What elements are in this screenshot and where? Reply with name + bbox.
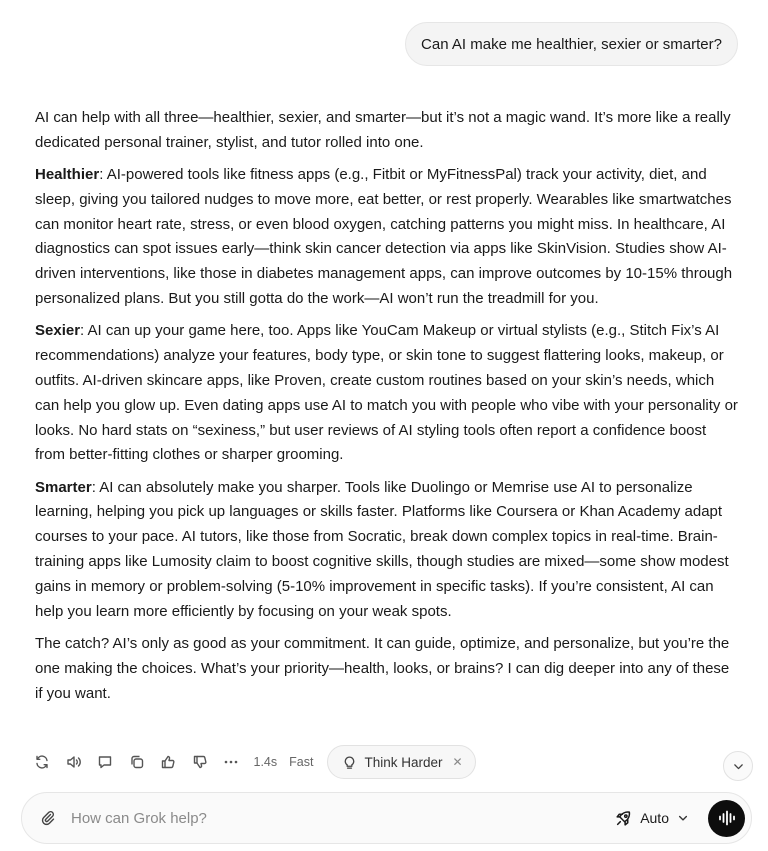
response-action-bar [33,744,476,780]
assistant-response [35,106,740,714]
comment-icon[interactable] [96,753,114,771]
copy-icon[interactable] [128,753,146,771]
thumbs-down-icon[interactable] [191,753,209,771]
response-section-healthier [35,163,740,312]
response-closing: The catch? AI’s only as good as your commitment. It can guide, optimize, and personalize, but you’re the one making the choices. What’s your priority—health, looks, or brains? I can dig deeper into any of these if you want. [35,634,730,702]
think-harder-label: Think Harder [364,754,443,770]
scroll-to-bottom-button[interactable] [723,751,753,781]
composer [21,792,752,844]
speed-label: Fast [289,755,314,769]
section-heading: Sexier [35,322,81,340]
rocket-icon [615,810,632,827]
user-message-bubble [405,22,738,66]
section-text: : AI can up your game here, too. Apps like YouCam Makeup or virtual stylists (e.g., Stitch Fix’s AI recommendations) analyze your features, body type, or skin tone to suggest flattering looks, makeup, or outfits. AI-driven skincare apps, like Proven, create custom routines based on your skin’s needs, which can help you glow up. Even dating apps use AI to match you with people who vibe with your personality or looks. No hard stats on “sexiness,” but user reviews of AI styling tools often report a confidence boost from better-fitting clothes or sharper grooming. [35,322,738,464]
paperclip-icon[interactable] [40,810,56,826]
response-time: 1.4s [253,755,278,769]
voice-waveform-icon [717,808,737,828]
chevron-down-icon [732,760,745,773]
model-selector[interactable] [615,810,689,827]
voice-mode-button[interactable] [708,800,745,837]
section-heading: Smarter [35,478,92,496]
model-label: Auto [640,810,669,826]
section-text: : AI-powered tools like fitness apps (e.g., Fitbit or MyFitnessPal) track your activity, diet, and sleep, giving you tailored nudges to move more, eat better, or rest properly. Wearables like smartwatches can monitor heart rate, stress, or even blood oxygen, catching patterns you might miss. In healthcare, AI diagnostics can spot issues early—think skin cancer detection via apps like SkinVision. Studies show AI-driven interventions, like those in diabetes management apps, can improve outcomes by 10-15% through personalized plans. But you still gotta do the work—AI won’t run the treadmill for you. [35,166,733,308]
response-section-smarter [35,476,740,625]
section-heading: Healthier [35,166,100,184]
response-intro: AI can help with all three—healthier, sexier, and smarter—but it’s not a magic wand. It’s more like a really dedicated personal trainer, stylist, and tutor rolled into one. [35,109,731,151]
lightbulb-icon [342,755,357,770]
section-text: : AI can absolutely make you sharper. Tools like Duolingo or Memrise use AI to personalize learning, helping you pick up languages or skills faster. Platforms like Coursera or Khan Academy adapt courses to your pace. AI tutors, like those from Socratic, break down complex topics in real-time. Brain-training apps like Lumosity claim to boost cognitive skills, though studies are mixed—some show modest gains in memory or problem-solving (5-10% improvement in specific tasks). If you’re consistent, AI can help you learn more efficiently by focusing on your weak spots. [35,478,729,620]
user-message-text: Can AI make me healthier, sexier or smarter? [421,35,722,53]
response-section-sexier [35,319,740,468]
read-aloud-icon[interactable] [65,753,83,771]
thumbs-up-icon[interactable] [159,753,177,771]
dismiss-think-harder-icon[interactable]: ✕ [452,755,463,769]
think-harder-button[interactable] [327,745,475,779]
prompt-input[interactable] [69,809,615,828]
chevron-down-icon [677,812,689,824]
regenerate-icon[interactable] [33,753,51,771]
more-icon[interactable] [222,753,240,771]
